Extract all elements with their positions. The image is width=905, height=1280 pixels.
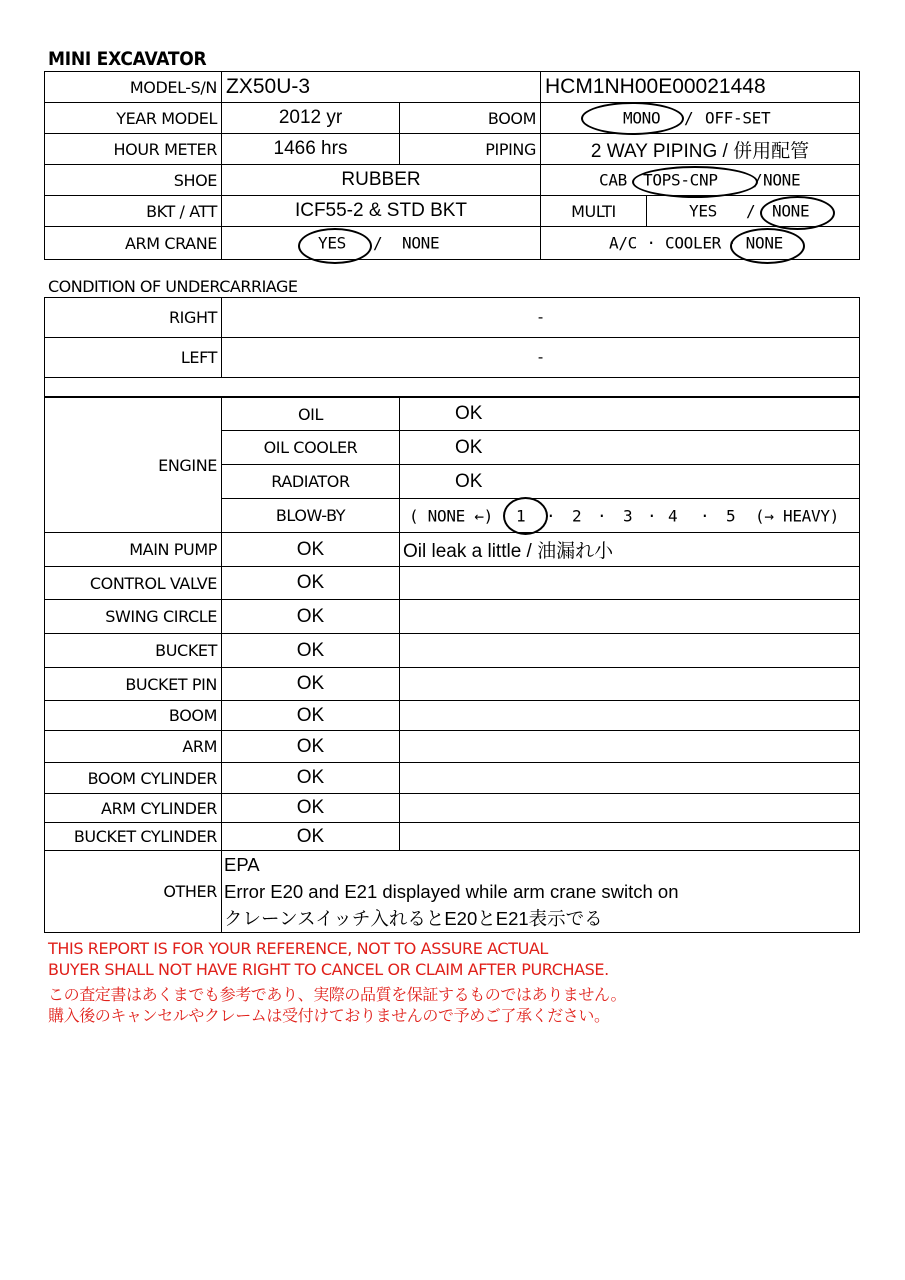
arm-crane-option-yes: YES	[318, 233, 346, 253]
blowby-dot: ·	[597, 506, 607, 525]
item-label: BOOM	[45, 701, 222, 731]
other-line: EPA	[224, 854, 260, 875]
item-note	[400, 794, 860, 823]
engine-blowby-label: BLOW-BY	[222, 499, 400, 533]
blowby-level-2: 2	[572, 506, 582, 525]
item-note	[400, 634, 860, 668]
undercarriage-heading: CONDITION OF UNDERCARRIAGE	[48, 277, 298, 296]
undercarriage-right-label: RIGHT	[45, 298, 222, 338]
item-value: OK	[222, 533, 400, 567]
multi-options	[647, 196, 860, 227]
multi-option-yes: YES	[689, 201, 717, 221]
item-note	[400, 731, 860, 763]
multi-sep: /	[746, 201, 756, 221]
item-label: ARM	[45, 731, 222, 763]
item-note	[400, 823, 860, 851]
item-note	[400, 600, 860, 634]
item-value: OK	[222, 634, 400, 668]
engine-oil-cooler-value: OK	[400, 431, 860, 465]
shoe-value: RUBBER	[222, 165, 541, 196]
boom-label: BOOM	[400, 103, 541, 134]
item-value: OK	[222, 567, 400, 600]
cab-sep: /	[753, 170, 763, 190]
undercarriage-right-value: -	[222, 298, 860, 338]
item-label: MAIN PUMP	[45, 533, 222, 567]
shoe-label: SHOE	[45, 165, 222, 196]
serial-value: HCM1NH00E00021448	[541, 72, 860, 103]
ac-cooler-option-none: · NONE	[727, 233, 783, 253]
item-note	[400, 701, 860, 731]
item-value: OK	[222, 823, 400, 851]
other-label: OTHER	[45, 851, 222, 933]
spec-table	[44, 71, 860, 260]
blowby-dot: ·	[546, 506, 556, 525]
engine-radiator-label: RADIATOR	[222, 465, 400, 499]
arm-crane-label: ARM CRANE	[45, 227, 222, 260]
undercarriage-table	[44, 297, 860, 397]
undercarriage-left-label: LEFT	[45, 338, 222, 378]
bkt-value: ICF55-2 & STD BKT	[222, 196, 541, 227]
bkt-label: BKT / ATT	[45, 196, 222, 227]
ac-cooler-options	[541, 227, 860, 260]
cab-option-none: NONE	[763, 170, 801, 190]
arm-crane-option-none: NONE	[402, 233, 440, 253]
ac-cooler-label: A/C · COOLER	[609, 233, 721, 253]
boom-sep: /	[684, 108, 694, 128]
engine-oil-value: OK	[400, 398, 860, 431]
engine-oil-cooler-label: OIL COOLER	[222, 431, 400, 465]
blowby-level-4: 4	[668, 506, 678, 525]
blowby-dot: ·	[700, 506, 710, 525]
arm-crane-sep: /	[373, 233, 383, 253]
item-note	[400, 668, 860, 701]
multi-option-none: NONE	[772, 201, 810, 221]
page-title: MINI EXCAVATOR	[48, 48, 207, 70]
disclaimer-line: BUYER SHALL NOT HAVE RIGHT TO CANCEL OR CLAIM AFTER PURCHASE.	[48, 960, 609, 979]
cab-option-tops: TOPS-CNP	[643, 170, 718, 190]
engine-blowby-scale	[400, 499, 860, 533]
model-value: ZX50U-3	[222, 72, 541, 103]
item-value: OK	[222, 701, 400, 731]
item-label: BUCKET CYLINDER	[45, 823, 222, 851]
hour-meter-label: HOUR METER	[45, 134, 222, 165]
engine-oil-label: OIL	[222, 398, 400, 431]
blowby-level-3: 3	[623, 506, 633, 525]
blowby-level-5: 5	[726, 506, 736, 525]
item-value: OK	[222, 794, 400, 823]
item-label: CONTROL VALVE	[45, 567, 222, 600]
item-value: OK	[222, 600, 400, 634]
undercarriage-left-value: -	[222, 338, 860, 378]
arm-crane-options	[222, 227, 541, 260]
blowby-level-1: 1	[516, 506, 526, 525]
other-notes	[222, 851, 860, 933]
disclaimer-line: 購入後のキャンセルやクレームは受付けておりませんので予めご了承ください。	[48, 1006, 610, 1025]
cab-label: CAB	[599, 170, 627, 190]
inspection-table	[44, 397, 860, 933]
boom-option-offset: OFF-SET	[705, 108, 771, 128]
blowby-none-end: ( NONE ←)	[409, 506, 493, 525]
disclaimer-line: この査定書はあくまでも参考であり、実際の品質を保証するものではありません。	[48, 985, 627, 1004]
multi-label: MULTI	[541, 196, 647, 227]
item-note: Oil leak a little / 油漏れ小	[400, 533, 860, 567]
item-note	[400, 567, 860, 600]
piping-value: 2 WAY PIPING / 併用配管	[541, 134, 860, 165]
item-value: OK	[222, 763, 400, 794]
spacer-row	[45, 378, 860, 397]
item-label: BUCKET	[45, 634, 222, 668]
item-note	[400, 763, 860, 794]
boom-options	[541, 103, 860, 134]
year-value: 2012 yr	[222, 103, 400, 134]
other-line: Error E20 and E21 displayed while arm crane switch on	[224, 881, 679, 902]
item-label: BOOM CYLINDER	[45, 763, 222, 794]
engine-label: ENGINE	[45, 398, 222, 533]
blowby-dot: ·	[647, 506, 657, 525]
item-label: BUCKET PIN	[45, 668, 222, 701]
year-label: YEAR MODEL	[45, 103, 222, 134]
piping-label: PIPING	[400, 134, 541, 165]
other-line: クレーンスイッチ入れるとE20とE21表示でる	[224, 908, 603, 929]
blowby-heavy-end: (→ HEAVY)	[755, 506, 839, 525]
engine-radiator-value: OK	[400, 465, 860, 499]
model-sn-label: MODEL-S/N	[45, 72, 222, 103]
item-value: OK	[222, 731, 400, 763]
disclaimer-line: THIS REPORT IS FOR YOUR REFERENCE, NOT TO ASSURE ACTUAL	[48, 939, 548, 958]
boom-option-mono: MONO	[623, 108, 661, 128]
item-label: ARM CYLINDER	[45, 794, 222, 823]
item-value: OK	[222, 668, 400, 701]
item-label: SWING CIRCLE	[45, 600, 222, 634]
hour-meter-value: 1466 hrs	[222, 134, 400, 165]
cab-options	[541, 165, 860, 196]
